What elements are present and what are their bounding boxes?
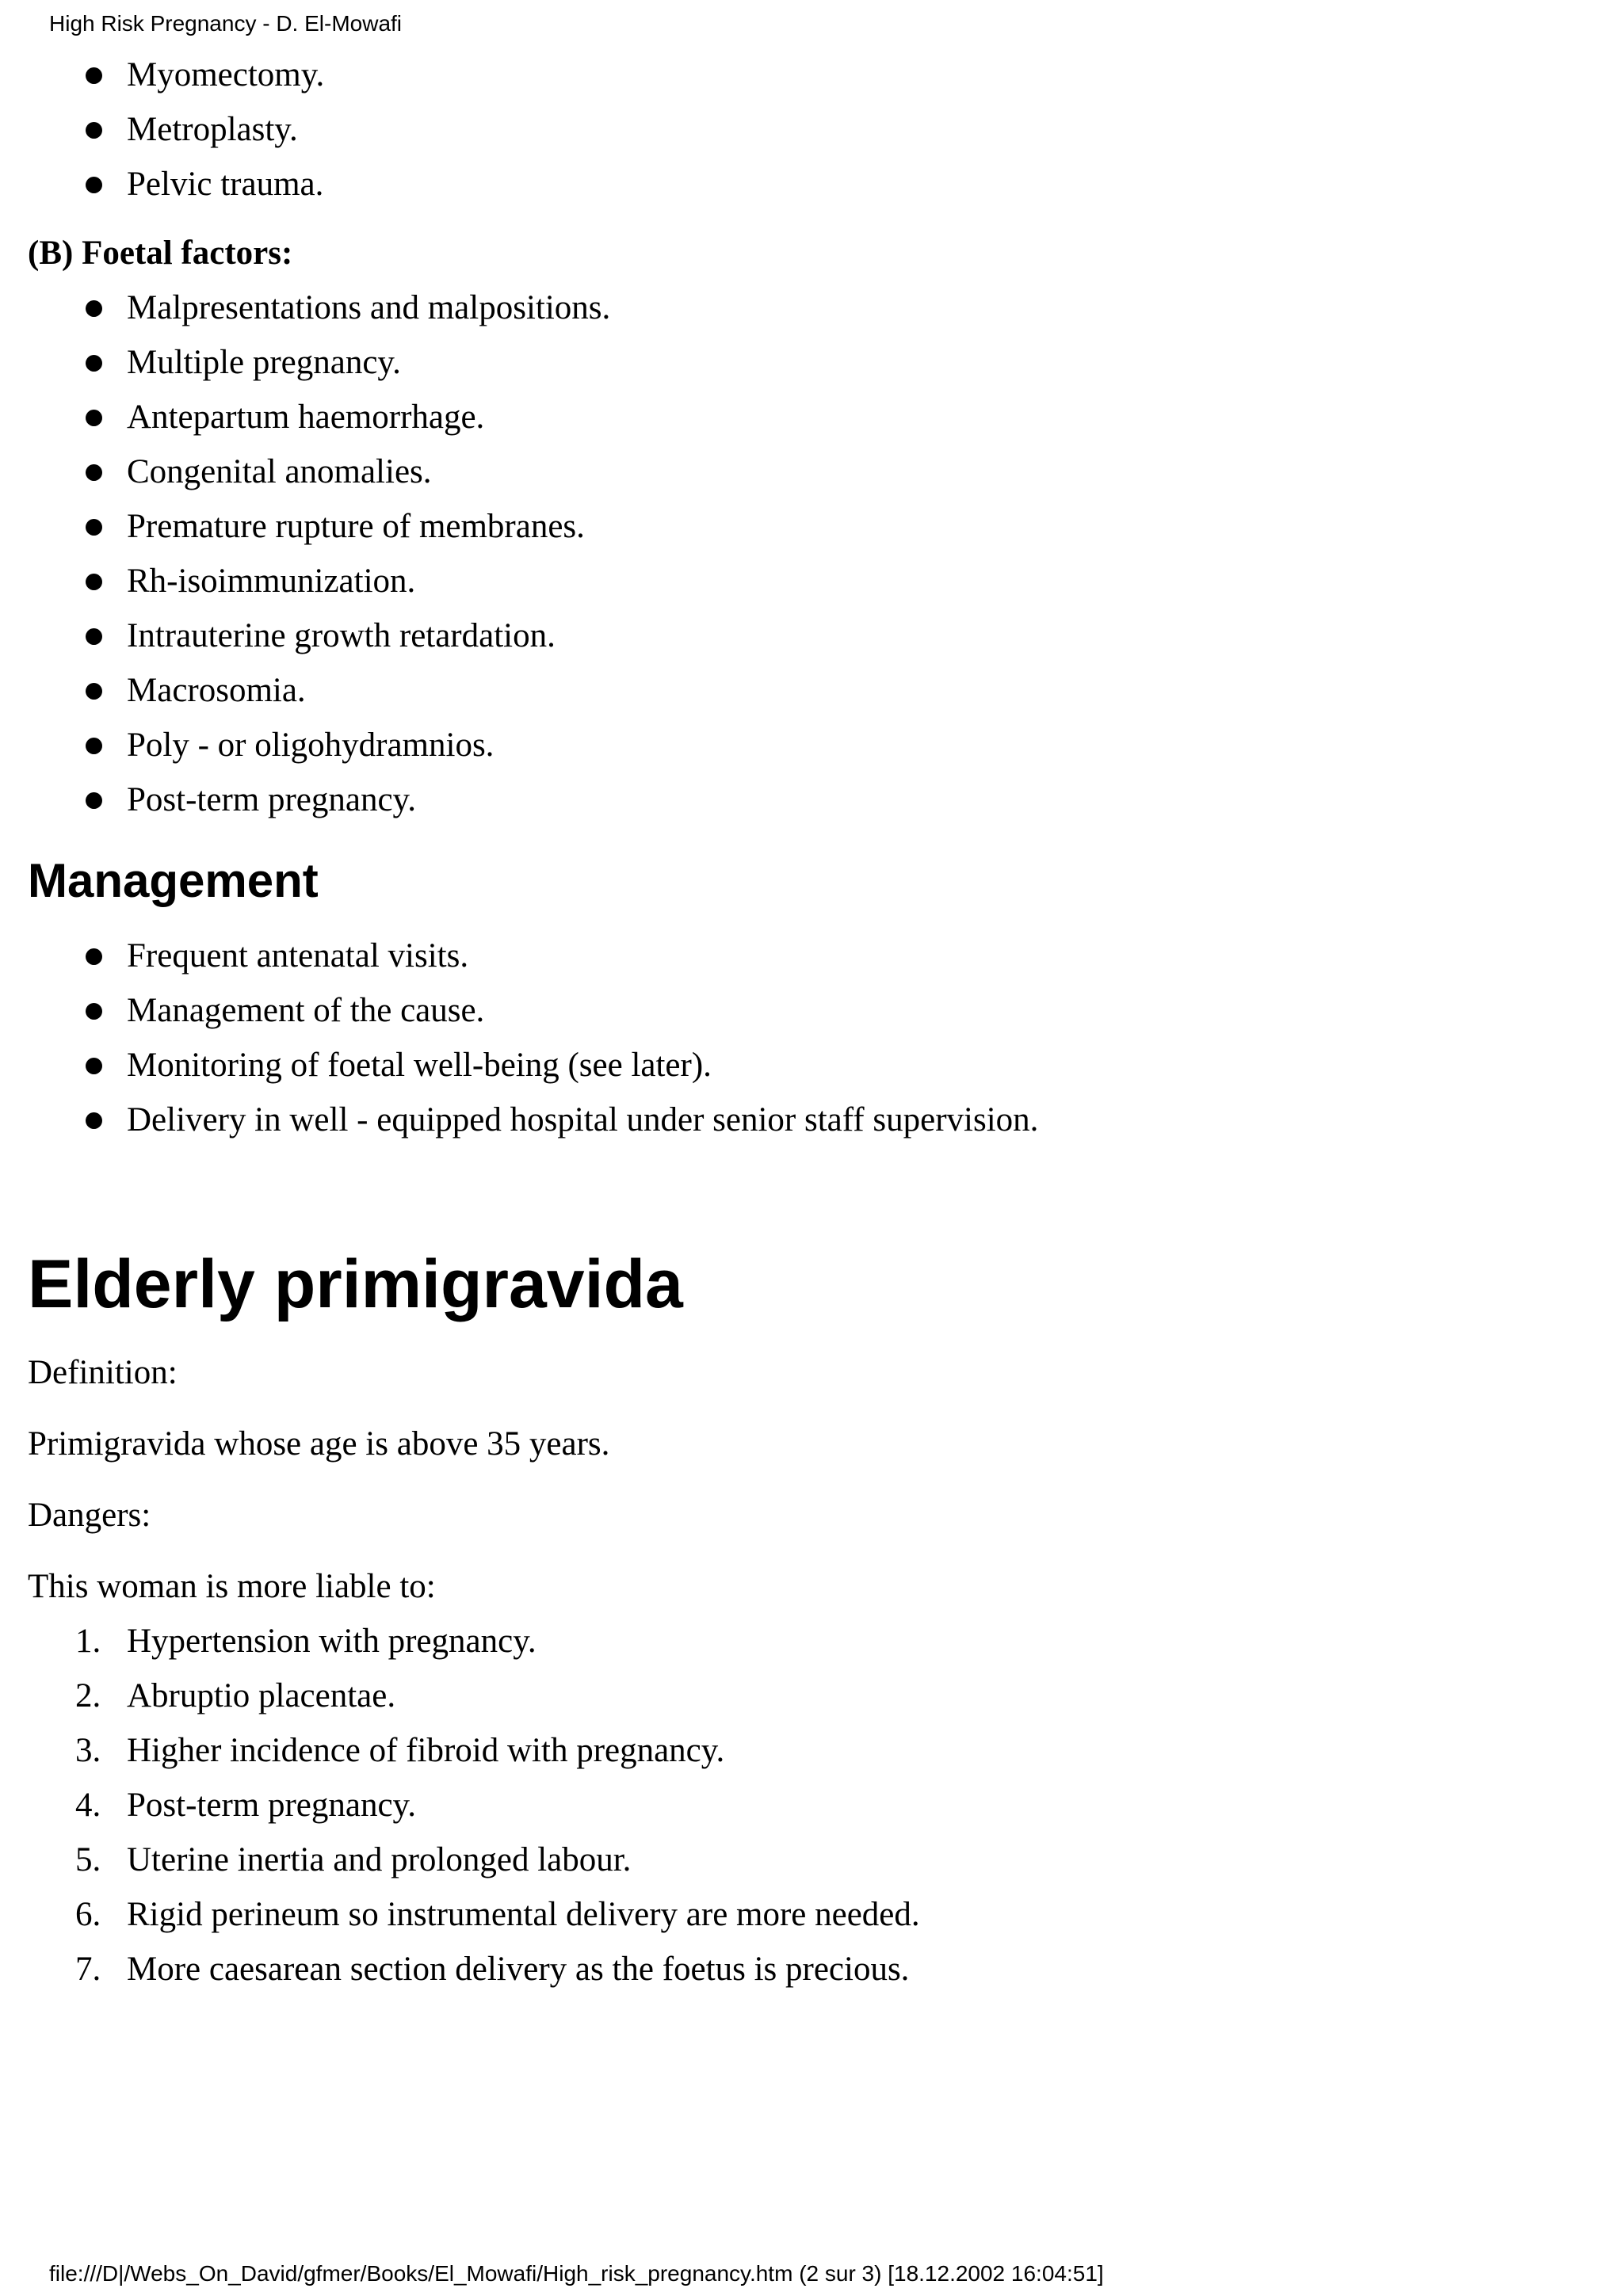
list-number: 2. — [75, 1677, 101, 1714]
elderly-primigravida-heading: Elderly primigravida — [28, 1246, 683, 1322]
list-item — [28, 1669, 1597, 1723]
list-number: 4. — [75, 1787, 101, 1824]
list-item — [28, 1723, 1597, 1778]
list-number: 7. — [75, 1951, 101, 1988]
list-item: Multiple pregnancy. — [28, 335, 1597, 390]
management-heading: Management — [28, 854, 319, 907]
list-item-text: Post-term pregnancy. — [127, 1787, 416, 1824]
print-header: High Risk Pregnancy - D. El-Mowafi — [49, 11, 403, 36]
list-number: 5. — [75, 1841, 101, 1878]
dangers-label: Dangers: — [28, 1497, 151, 1534]
management-list — [28, 929, 1597, 1147]
list-item: Congenital anomalies. — [28, 444, 1597, 499]
definition-label: Definition: — [28, 1354, 178, 1391]
list-item: Premature rupture of membranes. — [28, 499, 1597, 554]
list-item: Management of the cause. — [28, 983, 1597, 1038]
list-number: 1. — [75, 1623, 101, 1660]
print-footer: file:///D|/Webs_On_David/gfmer/Books/El_Mowafi/High_risk_pregnancy.htm (2 sur 3) [18.12.2002 16:04:51] — [49, 2261, 1104, 2286]
continued-risk-list — [28, 48, 1597, 212]
list-item: Post-term pregnancy. — [28, 772, 1597, 827]
list-item-text: Rigid perineum so instrumental delivery are more needed. — [127, 1896, 920, 1933]
list-item: Macrosomia. — [28, 663, 1597, 718]
list-item: Metroplasty. — [28, 102, 1597, 157]
list-item-text: More caesarean section delivery as the foetus is precious. — [127, 1951, 910, 1988]
list-item: Antepartum haemorrhage. — [28, 390, 1597, 444]
list-item: Intrauterine growth retardation. — [28, 608, 1597, 663]
list-item: Malpresentations and malpositions. — [28, 280, 1597, 335]
list-item — [28, 1887, 1597, 1942]
list-item-text: Hypertension with pregnancy. — [127, 1623, 537, 1660]
dangers-list — [28, 1614, 1597, 1997]
list-item: Pelvic trauma. — [28, 157, 1597, 212]
foetal-factors-list — [28, 280, 1597, 827]
definition-text: Primigravida whose age is above 35 years. — [28, 1425, 610, 1463]
list-number: 3. — [75, 1732, 101, 1769]
list-number: 6. — [75, 1896, 101, 1933]
list-item: Poly - or oligohydramnios. — [28, 718, 1597, 772]
list-item-text: Higher incidence of fibroid with pregnancy. — [127, 1732, 725, 1769]
document-page — [28, 48, 1597, 1997]
list-item: Delivery in well - equipped hospital under senior staff supervision. — [28, 1093, 1597, 1147]
list-item — [28, 1778, 1597, 1833]
list-item: Frequent antenatal visits. — [28, 929, 1597, 983]
dangers-intro: This woman is more liable to: — [28, 1568, 436, 1605]
list-item — [28, 1942, 1597, 1997]
list-item — [28, 1833, 1597, 1887]
list-item: Monitoring of foetal well-being (see later). — [28, 1038, 1597, 1093]
foetal-factors-heading: (B) Foetal factors: — [28, 235, 293, 272]
list-item: Myomectomy. — [28, 48, 1597, 102]
list-item: Rh-isoimmunization. — [28, 554, 1597, 608]
list-item — [28, 1614, 1597, 1669]
list-item-text: Uterine inertia and prolonged labour. — [127, 1841, 632, 1878]
list-item-text: Abruptio placentae. — [127, 1677, 396, 1714]
